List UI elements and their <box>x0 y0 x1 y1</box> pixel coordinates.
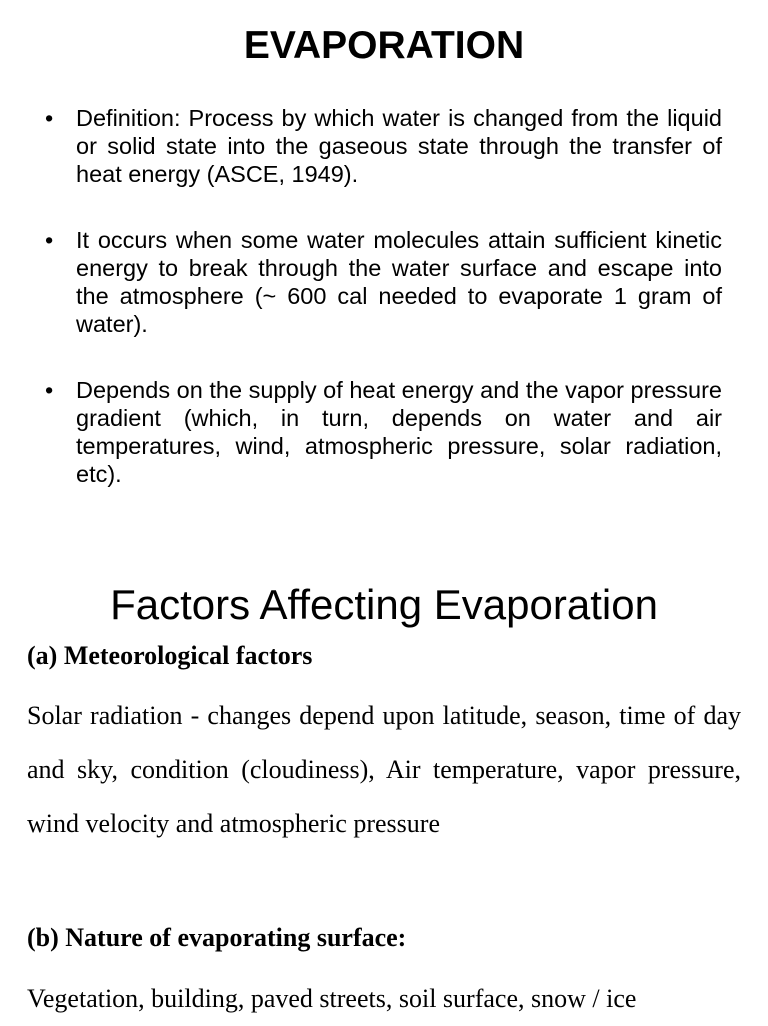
bullet-dot-icon: • <box>45 227 54 253</box>
bullet-text: Depends on the supply of heat energy and the vapor pressure gradient (which, in turn, depends on water and air temperatures, wind, atmospheric pressure, solar radiation, etc). <box>76 377 722 487</box>
bullet-text: It occurs when some water molecules attain sufficient kinetic energy to break through the water surface and escape into the atmosphere (~ 600 cal needed to evaporate 1 gram of water). <box>76 227 722 337</box>
bullet-text: Definition: Process by which water is changed from the liquid or solid state into the gaseous state through the transfer of heat energy (ASCE, 1949). <box>76 105 722 187</box>
bullet-dot-icon: • <box>45 377 54 403</box>
bullet-item-kinetic-energy <box>40 226 722 338</box>
definition-bullet-list <box>40 104 722 526</box>
paragraph-evaporating-surface: Vegetation, building, paved streets, soil surface, snow / ice <box>27 984 637 1013</box>
bullet-item-dependencies <box>40 376 722 488</box>
section-heading: Factors Affecting Evaporation <box>110 581 658 628</box>
subheading-evaporating-surface: (b) Nature of evaporating surface: <box>27 923 407 952</box>
subheading-meteorological-factors: (a) Meteorological factors <box>27 641 313 670</box>
bullet-item-definition <box>40 104 722 188</box>
bullet-dot-icon: • <box>45 105 54 131</box>
page-title: EVAPORATION <box>243 24 525 67</box>
paragraph-meteorological-factors: Solar radiation - changes depend upon latitude, season, time of day and sky, condition (cloudiness), Air temperature, vapor pressure, wind velocity and atmospheric pressure <box>27 701 741 838</box>
